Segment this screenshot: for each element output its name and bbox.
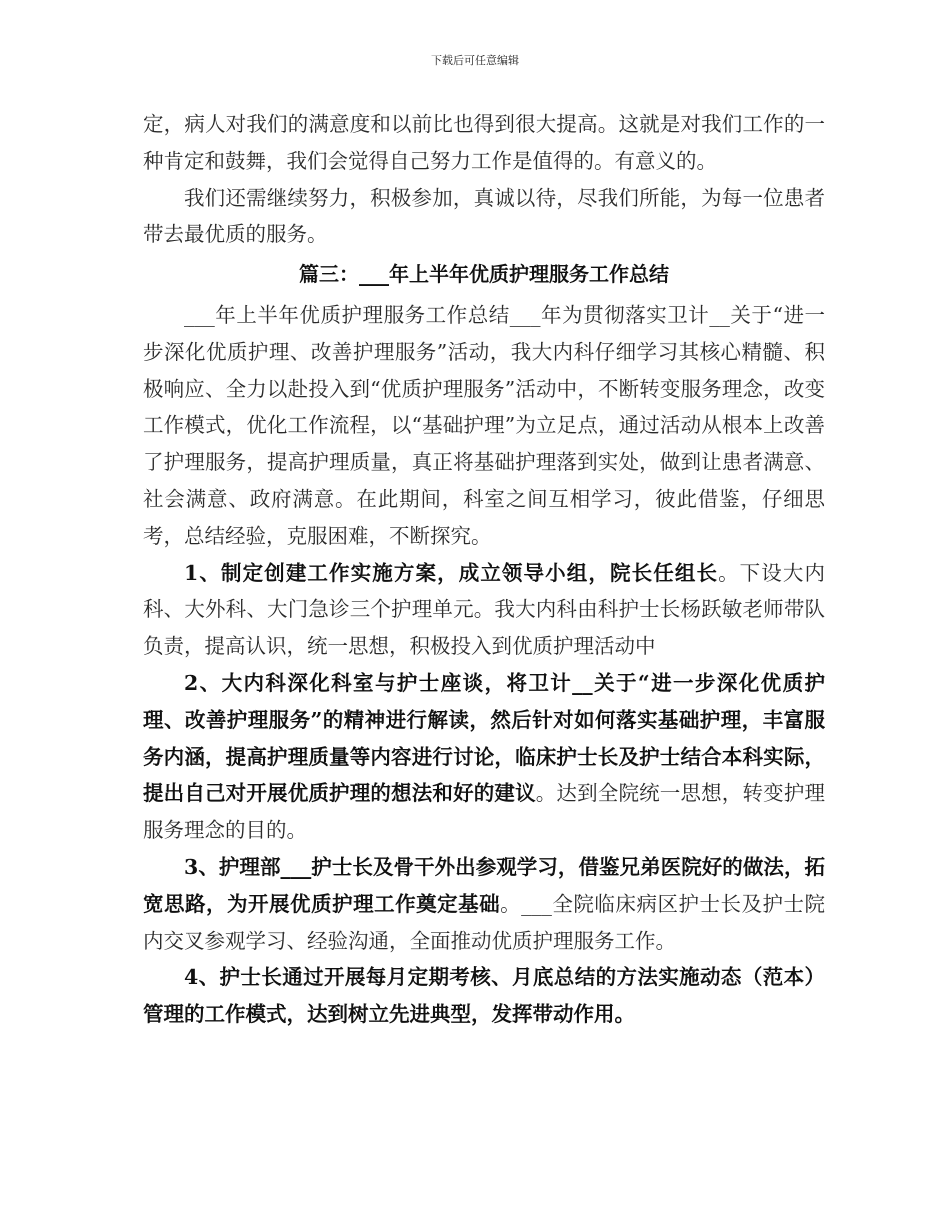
- page-header: 下载后可任意编辑: [431, 54, 519, 67]
- paragraph-continued: 定，病人对我们的满意度和以前比也得到很大提高。这就是对我们工作的一种肯定和鼓舞，我们会觉得自己努力工作是值得的。有意义的。: [143, 112, 825, 173]
- list-item-2-text: 。达到全院统一思想，转变护理服务理念的目的。: [143, 781, 825, 843]
- list-item-3-heading: 3、护理部___护士长及骨干外出参观学习，借鉴兄弟医院好的做法，拓宽思路，为开展优质护理工作奠定基础: [143, 854, 825, 916]
- list-item-3: [143, 849, 825, 959]
- paragraph-closing: 我们还需继续努力，积极参加，真诚以待，尽我们所能，为每一位患者带去最优质的服务。: [143, 185, 825, 247]
- list-item-1: [143, 555, 825, 665]
- list-item-2-heading: 2、大内科深化科室与护士座谈，将卫计__关于“进一步深化优质护理、改善护理服务”的精神进行解读，然后针对如何落实基础护理，丰富服务内涵，提高护理质量等内容进行讨论，临床护士长及护士结合本科实际，提出自己对开展优质护理的想法和好的建议: [143, 670, 825, 806]
- paragraph-intro: ___年上半年优质护理服务工作总结___年为贯彻落实卫计__关于“进一步深化优质护理、改善护理服务”活动，我大内科仔细学习其核心精髓、积极响应、全力以赴投入到“优质护理服务”活动中，不断转变服务理念，改变工作模式，优化工作流程，以“基础护理”为立足点，通过活动从根本上改善了护理服务，提高护理质量，真正将基础护理落到实处，做到让患者满意、社会满意、政府满意。在此期间，科室之间互相学习，彼此借鉴，仔细思考，总结经验，克服困难，不断探究。: [143, 302, 825, 548]
- list-item-4-heading: 4、护士长通过开展每月定期考核、月底总结的方法实施动态（范本）管理的工作模式，达到树立先进典型，发挥带动作用。: [143, 965, 825, 1027]
- section-title: 篇三：___年上半年优质护理服务工作总结: [299, 262, 669, 287]
- list-item-1-text: 。下设大内科、大外科、大门急诊三个护理单元。我大内科由科护士长杨跃敏老师带队负责，提高认识，统一思想，积极投入到优质护理活动中: [143, 560, 826, 659]
- list-item-3-text: 。___全院临床病区护士长及护士院内交叉参观学习、经验沟通，全面推动优质护理服务工作。: [143, 891, 826, 953]
- list-item-4: [143, 959, 825, 1033]
- document-body: [143, 106, 825, 1033]
- list-item-1-heading: 1、制定创建工作实施方案，成立领导小组，院长任组长: [184, 560, 719, 585]
- list-item-2: [143, 665, 825, 849]
